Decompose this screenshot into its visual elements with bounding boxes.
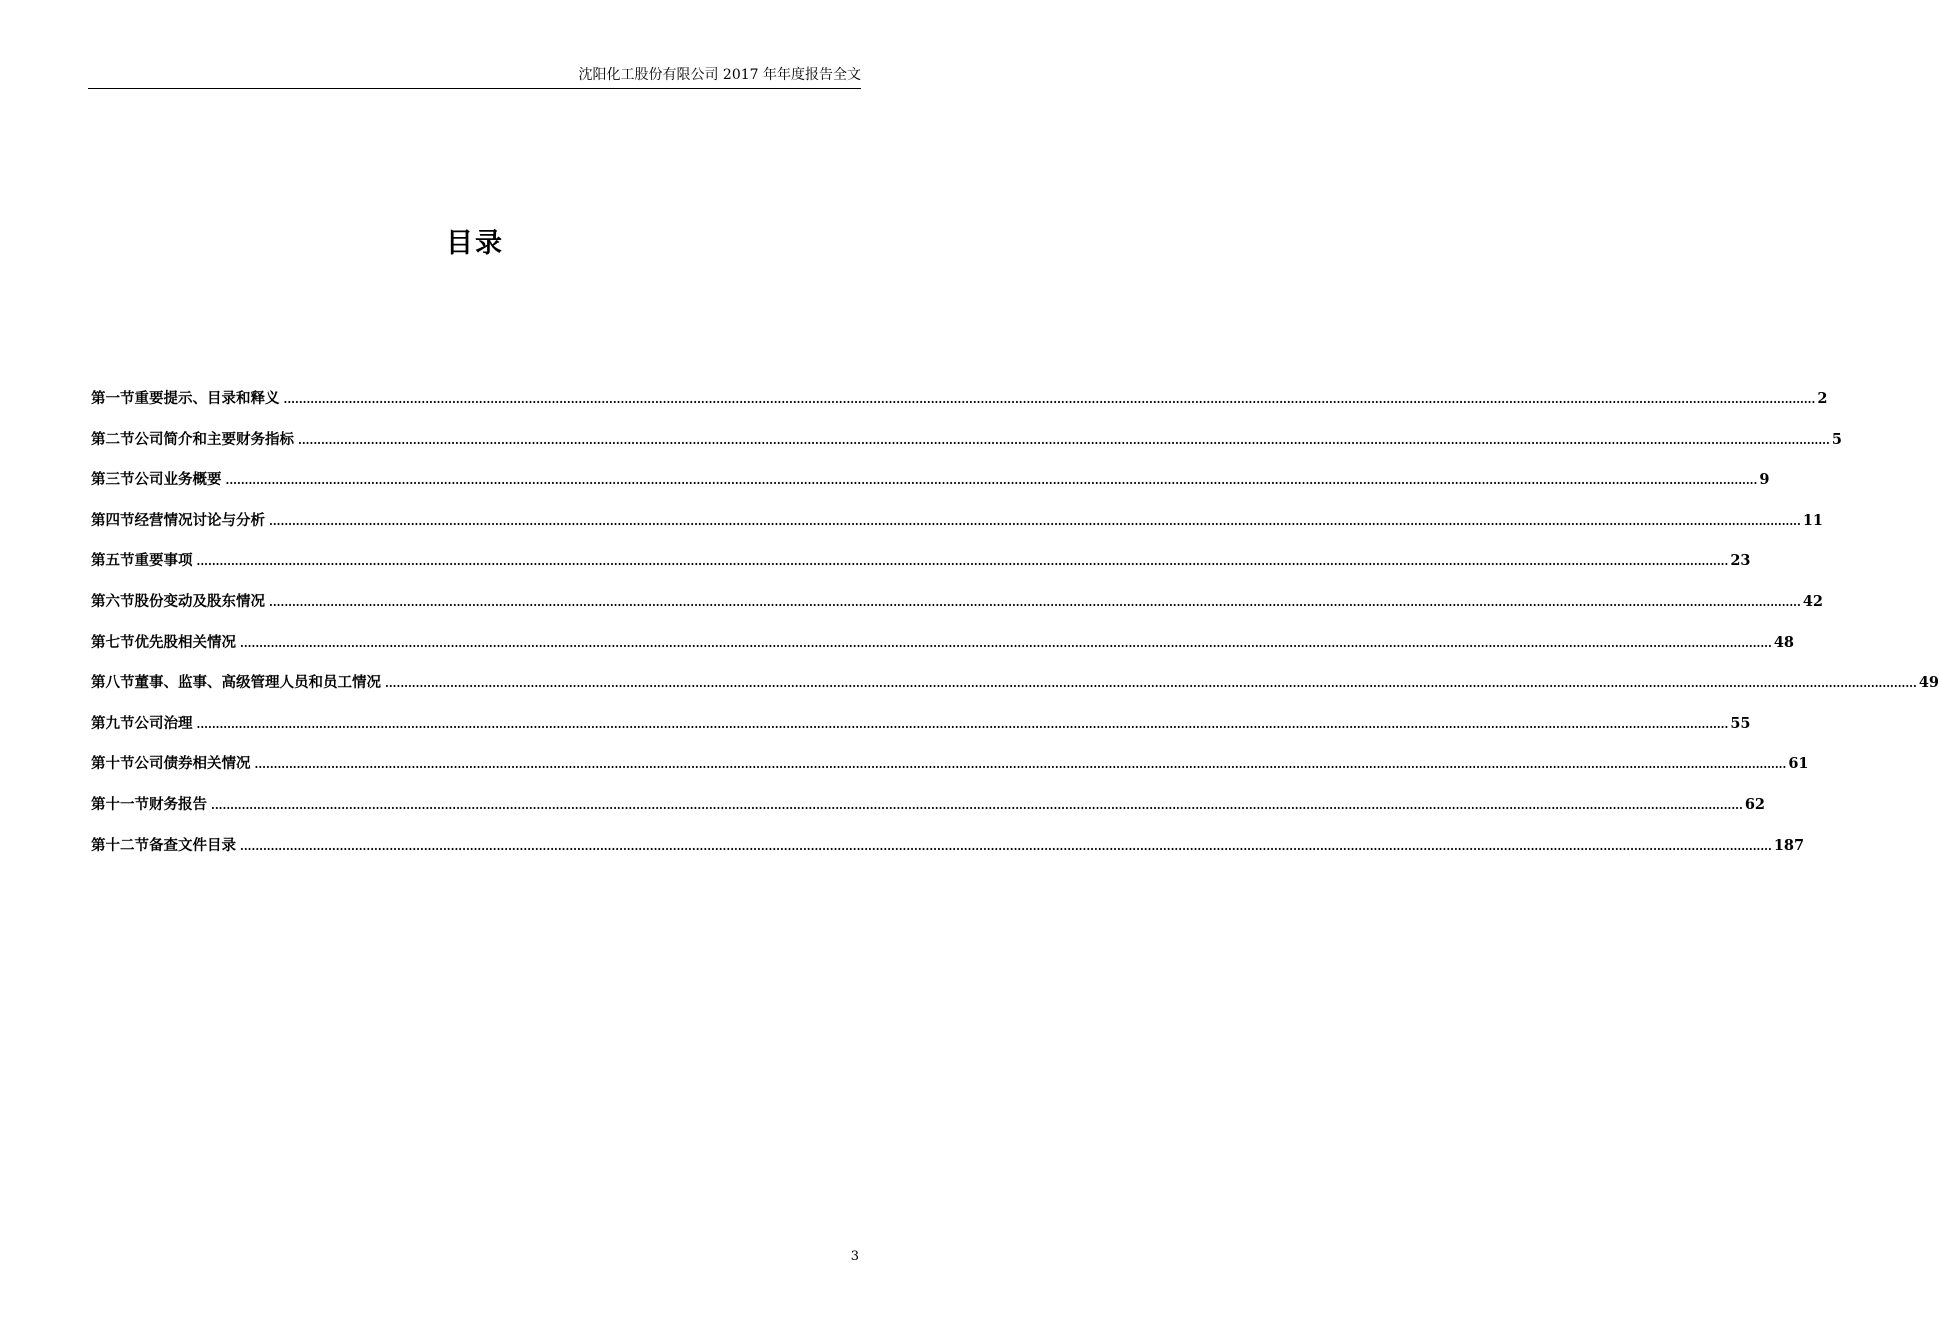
toc-section-title: 公司业务概要 <box>134 472 222 489</box>
toc-page-number: 62 <box>1744 795 1766 813</box>
toc-section-title: 公司简介和主要财务指标 <box>134 431 294 448</box>
toc-leader-dots: ................................................................................................................................................................................................................................................................................................................................................................................................................ <box>254 758 1787 772</box>
toc-section-title: 股份变动及股东情况 <box>134 593 265 610</box>
toc-leader-dots: ................................................................................................................................................................................................................................................................................................................................................................................................................ <box>225 474 1758 488</box>
toc-section-number: 第八节 <box>91 675 135 692</box>
toc-section-title: 重要提示、目录和释义 <box>134 391 280 407</box>
toc-page-number: 61 <box>1788 755 1809 773</box>
toc-section-title: 重要事项 <box>134 553 193 570</box>
toc-entry[interactable] <box>91 510 1824 551</box>
toc-section-number: 第一节 <box>91 391 135 407</box>
toc-section-number: 第七节 <box>91 634 135 651</box>
toc-page-number: 187 <box>1773 836 1805 854</box>
toc-entry[interactable] <box>91 713 1751 754</box>
toc-leader-dots: ................................................................................................................................................................................................................................................................................................................................................................................................................ <box>240 636 1772 650</box>
toc-section-number: 第十二节 <box>91 837 149 854</box>
toc-section-title: 备查文件目录 <box>149 837 236 854</box>
toc-page-number: 2 <box>1817 390 1828 407</box>
toc-section-number: 第六节 <box>91 593 135 610</box>
toc-entry[interactable] <box>91 469 1770 510</box>
page-header <box>88 64 861 89</box>
toc-section-number: 第四节 <box>91 512 135 529</box>
toc-page-number: 9 <box>1759 471 1770 489</box>
toc-entry[interactable] <box>91 429 1842 470</box>
toc-entry[interactable] <box>91 672 1939 713</box>
toc-section-title: 公司治理 <box>134 715 193 732</box>
toc-page-number: 23 <box>1730 552 1751 570</box>
toc-entry[interactable] <box>91 794 1766 835</box>
toc-section-number: 第十节 <box>91 756 135 773</box>
table-of-contents <box>91 388 1939 875</box>
toc-page-number: 55 <box>1730 714 1751 732</box>
toc-leader-dots: ................................................................................................................................................................................................................................................................................................................................................................................................................ <box>240 839 1772 853</box>
toc-leader-dots: ................................................................................................................................................................................................................................................................................................................................................................................................................ <box>269 514 1801 528</box>
page-number: 3 <box>850 1249 859 1264</box>
toc-section-number: 第三节 <box>91 472 135 489</box>
toc-leader-dots: ................................................................................................................................................................................................................................................................................................................................................................................................................ <box>269 595 1801 609</box>
toc-entry[interactable] <box>91 753 1809 794</box>
toc-leader-dots: ................................................................................................................................................................................................................................................................................................................................................................................................................ <box>196 717 1729 731</box>
toc-page-number: 49 <box>1918 674 1939 692</box>
toc-section-number: 第五节 <box>91 553 135 570</box>
toc-section-title: 优先股相关情况 <box>134 634 236 651</box>
toc-section-number: 第二节 <box>91 431 135 448</box>
toc-page-number: 11 <box>1802 511 1824 529</box>
toc-leader-dots: ................................................................................................................................................................................................................................................................................................................................................................................................................ <box>211 798 1743 812</box>
toc-leader-dots: ................................................................................................................................................................................................................................................................................................................................................................................................................ <box>283 393 1816 406</box>
toc-entry[interactable] <box>91 835 1805 876</box>
toc-section-number: 第九节 <box>91 715 135 732</box>
toc-leader-dots: ................................................................................................................................................................................................................................................................................................................................................................................................................ <box>385 677 1917 691</box>
toc-section-title: 财务报告 <box>149 796 207 813</box>
header-title: 沈阳化工股份有限公司 2017 年年度报告全文 <box>578 67 861 83</box>
toc-section-title: 董事、监事、高级管理人员和员工情况 <box>134 675 381 692</box>
toc-entry[interactable] <box>91 632 1795 673</box>
toc-leader-dots: ................................................................................................................................................................................................................................................................................................................................................................................................................ <box>298 433 1830 447</box>
toc-page-number: 48 <box>1773 633 1795 651</box>
toc-page-number: 5 <box>1831 430 1842 448</box>
toc-section-title: 经营情况讨论与分析 <box>134 512 265 529</box>
toc-entry[interactable] <box>91 591 1824 632</box>
toc-page-number: 42 <box>1802 592 1824 610</box>
toc-section-number: 第十一节 <box>91 796 149 813</box>
toc-entry[interactable] <box>91 388 1828 429</box>
toc-entry[interactable] <box>91 550 1751 591</box>
toc-section-title: 公司债券相关情况 <box>134 756 251 773</box>
toc-leader-dots: ................................................................................................................................................................................................................................................................................................................................................................................................................ <box>196 555 1729 569</box>
page-title: 目录 <box>446 228 504 259</box>
